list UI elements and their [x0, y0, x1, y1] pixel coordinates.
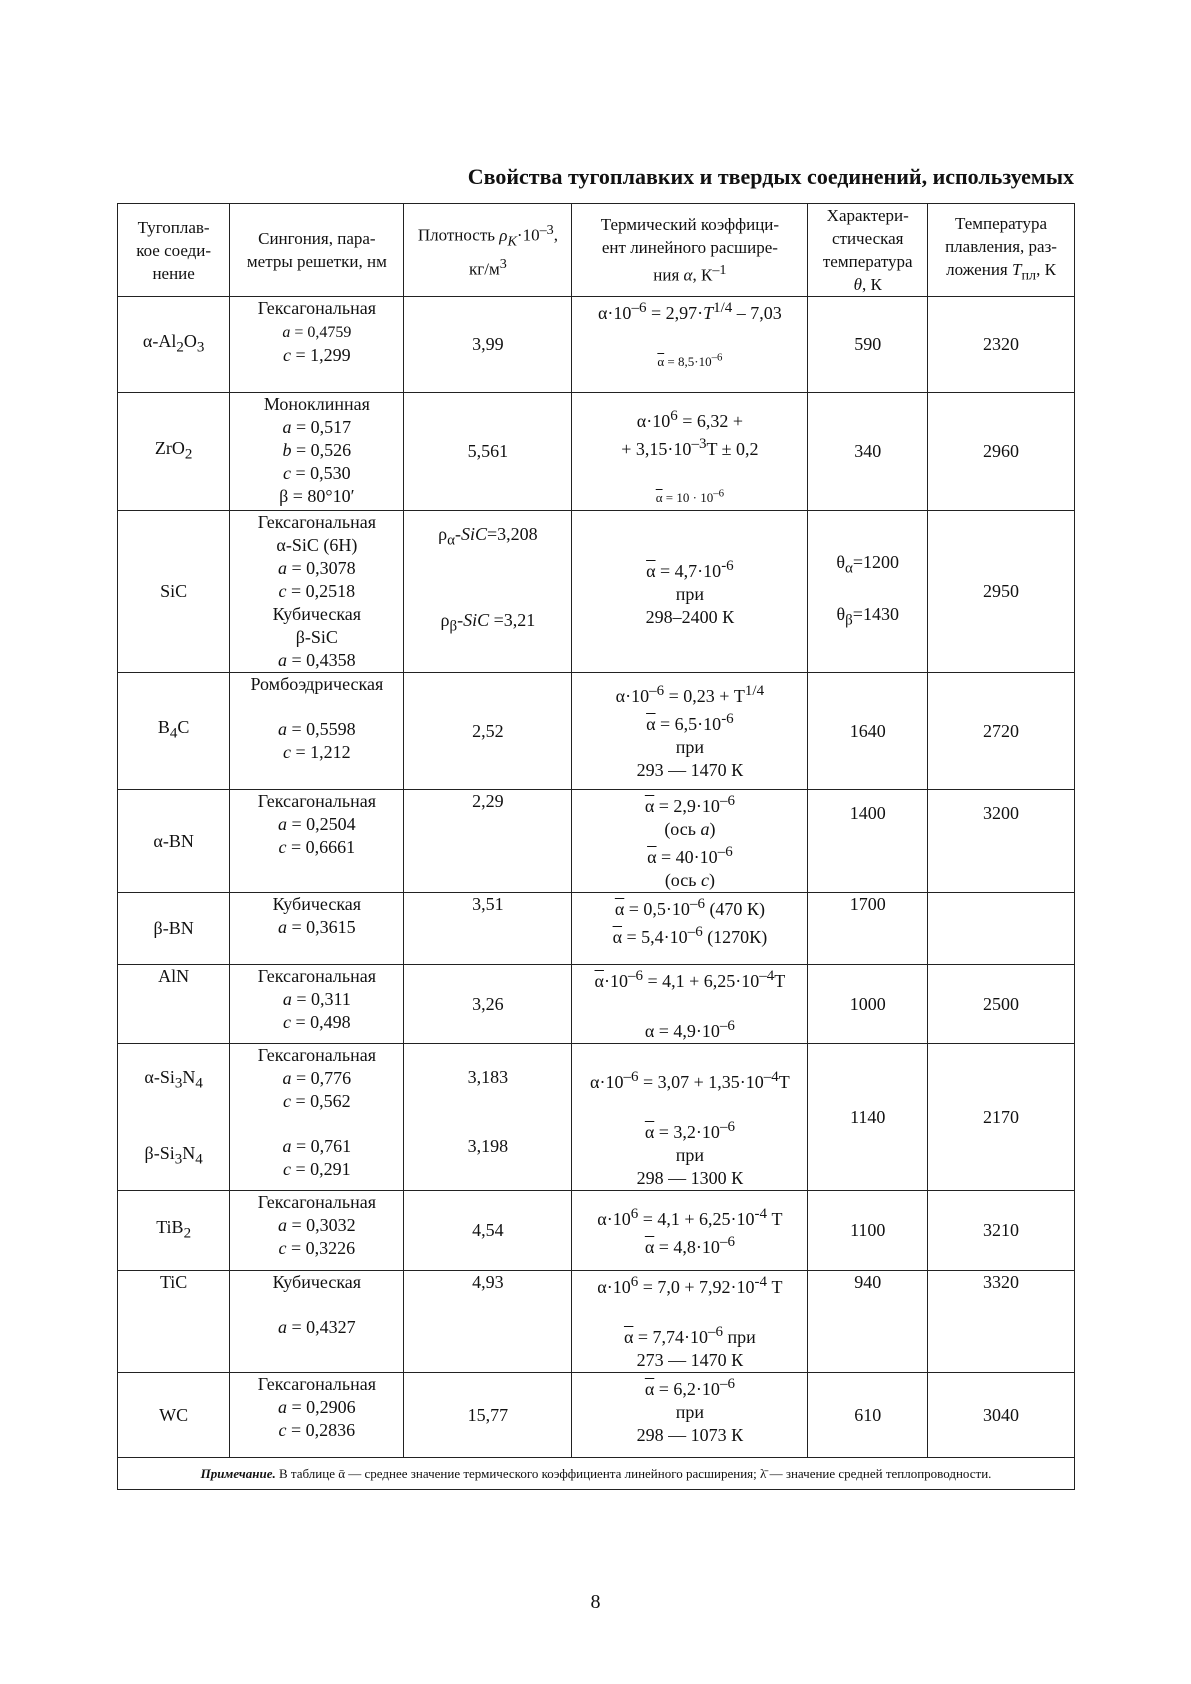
density-cell: 15,77: [404, 1373, 572, 1458]
theta-cell: 340: [808, 393, 928, 511]
syngony-cell: Кубическая a = 0,4327: [230, 1271, 404, 1373]
density-cell: 3,51: [404, 893, 572, 965]
melt-cell: 2960: [928, 393, 1075, 511]
density-cell: 2,52: [404, 673, 572, 790]
note-label: Примечание.: [200, 1466, 276, 1481]
compound-cell: $\alpha-Si_3N_4$ $\beta-Si_3N_4$: [118, 1044, 230, 1191]
syngony-cell: Гексагональная a = 0,776 c = 0,562 a = 0,761 c = 0,291: [230, 1044, 404, 1191]
tcle-cell: $\overline{\alpha} = 0,5\cdot 10^{-6}$ (470 К) $\overline{\alpha} = 5,4\cdot 10^{-6}$ (1270К): [572, 893, 808, 965]
theta-cell: 1400: [808, 790, 928, 893]
melt-cell: 2170: [928, 1044, 1075, 1191]
theta-cell: 590: [808, 297, 928, 393]
density-cell: 3,183 3,198: [404, 1044, 572, 1191]
note-text: В таблице ᾱ — среднее значение термического коэффициента линейного расширения; λ̄ — значение средней теплопроводности.: [278, 1466, 992, 1481]
table-row: [118, 297, 1075, 393]
table-row: [118, 393, 1075, 511]
compound-cell: TiC: [118, 1271, 230, 1373]
tcle-cell: $\alpha\cdot 10^6 = 4,1 + 6,25\cdot 10^{-4}$ T $\overline{\alpha} = 4,8\cdot 10^{-6}$: [572, 1191, 808, 1271]
header-compound: Тугоплав- кое соеди- нение: [118, 204, 230, 297]
compound-cell: AlN: [118, 965, 230, 1044]
melt-cell: 2950: [928, 511, 1075, 673]
syngony-cell: Гексагональная a = 0,2504 c = 0,6661: [230, 790, 404, 893]
header-tcle: Термический коэффици- ент линейного расшире- ния α, $К^{-1}$: [572, 204, 808, 297]
table-row: [118, 790, 1075, 893]
density-cell: 5,561: [404, 393, 572, 511]
tcle-cell: $\overline{\alpha} = 4,7\cdot 10^{-6}$ при 298–2400 К: [572, 511, 808, 673]
note-cell: [118, 1458, 1075, 1490]
table-row: [118, 511, 1075, 673]
compound-cell: WC: [118, 1373, 230, 1458]
density-cell: $\rho_\alpha-SiC=3,208$ $\rho_\beta$-SiC =3,21: [404, 511, 572, 673]
syngony-cell: Ромбоэдрическая a = 0,5598 c = 1,212: [230, 673, 404, 790]
table-row: [118, 673, 1075, 790]
header-melt: Температура плавления, раз- ложения $T_{пл}$, К: [928, 204, 1075, 297]
tcle-cell: $\overline{\alpha} = 6,2\cdot 10^{-6}$ при 298 — 1073 К: [572, 1373, 808, 1458]
melt-cell: 2320: [928, 297, 1075, 393]
density-cell: 3,26: [404, 965, 572, 1044]
compound-cell: $B_4C$: [118, 673, 230, 790]
theta-cell: 1100: [808, 1191, 928, 1271]
header-syngony: Сингония, пара- метры решетки, нм: [230, 204, 404, 297]
density-cell: 3,99: [404, 297, 572, 393]
syngony-cell: Гексагональная α-SiC (6H) a = 0,3078 c = 0,2518 Кубическая β-SiC a = 0,4358: [230, 511, 404, 673]
theta-cell: $\theta_\alpha=1200$ $\theta_\beta=1430$: [808, 511, 928, 673]
theta-cell: 610: [808, 1373, 928, 1458]
compound-cell: $\alpha-Al_2O_3$: [118, 297, 230, 393]
melt-cell: 3210: [928, 1191, 1075, 1271]
melt-cell: [928, 893, 1075, 965]
density-cell: 4,54: [404, 1191, 572, 1271]
melt-cell: 3320: [928, 1271, 1075, 1373]
density-cell: 4,93: [404, 1271, 572, 1373]
header-chartemp: Характери- стическая температура θ, К: [808, 204, 928, 297]
compound-cell: SiC: [118, 511, 230, 673]
note-row: [118, 1458, 1075, 1490]
syngony-cell: Гексагональная a = 0,4759 c = 1,299: [230, 297, 404, 393]
theta-cell: 940: [808, 1271, 928, 1373]
header-density: Плотность $\rho_K\cdot 10^{-3}$, $кг/м^3$: [404, 204, 572, 297]
theta-cell: 1000: [808, 965, 928, 1044]
melt-cell: 3200: [928, 790, 1075, 893]
properties-table: [117, 203, 1075, 1490]
theta-cell: 1140: [808, 1044, 928, 1191]
tcle-cell: $\overline{\alpha}\cdot 10^{-6} = 4,1 + 6,25\cdot 10^{-4}T$ $\alpha = 4,9\cdot 10^{-6}$: [572, 965, 808, 1044]
melt-cell: 3040: [928, 1373, 1075, 1458]
header-row: [118, 204, 1075, 297]
tcle-cell: $\alpha\cdot 10^6 = 7,0 + 7,92\cdot 10^{-4}$ T $\overline{\alpha} = 7,74\cdot 10^{-6}$ при 273 — 1470 К: [572, 1271, 808, 1373]
table-row: [118, 1044, 1075, 1191]
table-title: Свойства тугоплавких и твердых соединений, используемых: [467, 164, 1074, 189]
tcle-cell: $\alpha\cdot 10^{-6} = 2,97\cdot T^{1/4} - 7,03$ $\overline{\alpha} = 8,5\cdot 10^{-6}$: [572, 297, 808, 393]
compound-cell: β-BN: [118, 893, 230, 965]
syngony-cell: Моноклинная a = 0,517 b = 0,526 c = 0,530 β = 80°10′: [230, 393, 404, 511]
theta-cell: 1700: [808, 893, 928, 965]
compound-cell: α-BN: [118, 790, 230, 893]
syngony-cell: Гексагональная a = 0,2906 c = 0,2836: [230, 1373, 404, 1458]
density-cell: 2,29: [404, 790, 572, 893]
tcle-cell: $\overline{\alpha} = 2,9\cdot 10^{-6}$ (ось a) $\overline{\alpha} = 40\cdot 10^{-6}$ (ось c): [572, 790, 808, 893]
table-row: [118, 1373, 1075, 1458]
table-row: [118, 1191, 1075, 1271]
tcle-cell: $\alpha\cdot 10^{-6} = 0,23 + T^{1/4}$ $\overline{\alpha} = 6,5\cdot 10^{-6}$ при 293 — 1470 К: [572, 673, 808, 790]
melt-cell: 2500: [928, 965, 1075, 1044]
syngony-cell: Кубическая a = 0,3615: [230, 893, 404, 965]
syngony-cell: Гексагональная a = 0,3032 c = 0,3226: [230, 1191, 404, 1271]
tcle-cell: $\alpha\cdot 10^{-6} = 3,07 + 1,35\cdot 10^{-4}T$ $\overline{\alpha} = 3,2\cdot 10^{-6}$ при 298 — 1300 К: [572, 1044, 808, 1191]
table-row: [118, 893, 1075, 965]
syngony-cell: Гексагональная a = 0,311 c = 0,498: [230, 965, 404, 1044]
table-row: [118, 965, 1075, 1044]
theta-cell: 1640: [808, 673, 928, 790]
compound-cell: ZrO$_2$: [118, 393, 230, 511]
compound-cell: TiB$_2$: [118, 1191, 230, 1271]
page-number: 8: [590, 1591, 601, 1613]
melt-cell: 2720: [928, 673, 1075, 790]
tcle-cell: $\alpha\cdot 10^6 = 6,32$ + + $3,15\cdot 10^{-3}T \pm 0,2$ $\overline{\alpha} = 10 \cdot 10^{-6}$: [572, 393, 808, 511]
table-row: [118, 1271, 1075, 1373]
